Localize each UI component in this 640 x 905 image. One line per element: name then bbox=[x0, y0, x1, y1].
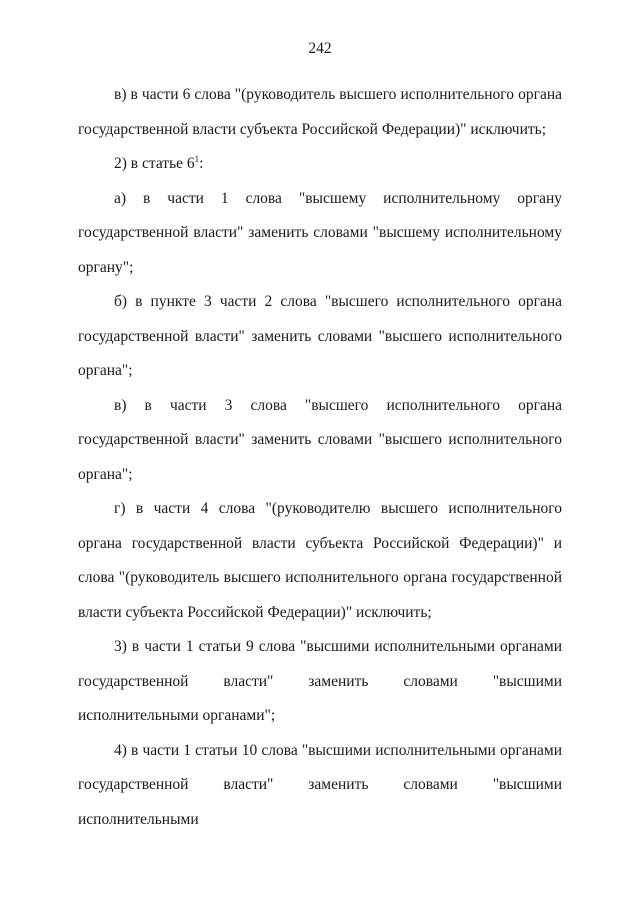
paragraph-g-part-4: г) в части 4 слова "(руководителю высшего исполнительного органа государственной власти субъекта Российской Федерации)" и слова "(руководитель высшего исполнительного органа государственной власти субъекта Российской Федерации)" исключить; bbox=[78, 500, 562, 621]
paragraph-b-point-3: б) в пункте 3 части 2 слова "высшего исполнительного органа государственной власти" заменить словами "высшего исполнительного органа"; bbox=[78, 293, 562, 379]
document-body bbox=[78, 78, 562, 837]
paragraph-item-4: 4) в части 1 статьи 10 слова "высшими исполнительными органами государственной власти" заменить словами "высшими исполнительными bbox=[78, 741, 562, 828]
paragraph-item-2 bbox=[78, 147, 562, 182]
page-number: 242 bbox=[308, 40, 332, 57]
item-2-text: 2) в статье 6 bbox=[114, 155, 195, 172]
paragraph-v-part-6: в) в части 6 слова "(руководитель высшего исполнительного органа государственной власти субъекта Российской Федерации)" исключить; bbox=[78, 86, 562, 138]
paragraph-a-part-1: а) в части 1 слова "высшему исполнительному органу государственной власти" заменить словами "высшему исполнительному органу"; bbox=[78, 189, 562, 276]
item-2-superscript: 1 bbox=[194, 154, 200, 164]
paragraph-v-part-3: в) в части 3 слова "высшего исполнительного органа государственной власти" заменить словами "высшего исполнительного органа"; bbox=[78, 396, 562, 483]
item-2-tail: : bbox=[199, 155, 204, 172]
paragraph-item-3: 3) в части 1 статьи 9 слова "высшими исполнительными органами государственной власти" заменить словами "высшими исполнительными органами"; bbox=[78, 638, 562, 724]
